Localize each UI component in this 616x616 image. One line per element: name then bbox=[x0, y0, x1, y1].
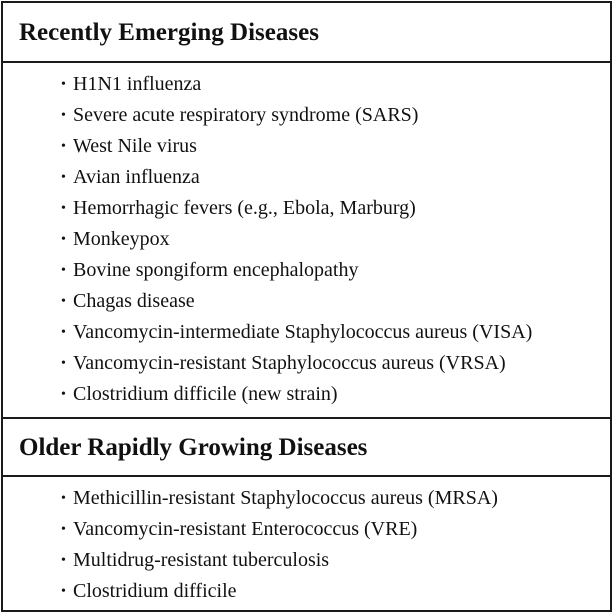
bullet-icon: • bbox=[61, 522, 66, 537]
recent-diseases-list bbox=[3, 69, 610, 410]
list-item bbox=[3, 576, 610, 607]
list-item bbox=[3, 348, 610, 379]
item-text: Hemorrhagic fevers (e.g., Ebola, Marburg) bbox=[73, 197, 416, 219]
bullet-icon: • bbox=[61, 387, 66, 402]
bullet-icon: • bbox=[61, 201, 66, 216]
item-text: Methicillin-resistant Staphylococcus aureus (MRSA) bbox=[73, 487, 498, 509]
item-text: West Nile virus bbox=[73, 135, 197, 157]
list-item bbox=[3, 69, 610, 100]
list-item bbox=[3, 224, 610, 255]
item-text: Severe acute respiratory syndrome (SARS) bbox=[73, 104, 419, 126]
list-item bbox=[3, 379, 610, 410]
bullet-icon: • bbox=[61, 263, 66, 278]
list-item bbox=[3, 545, 610, 576]
item-text: Bovine spongiform encephalopathy bbox=[73, 259, 359, 281]
section-header-recent bbox=[3, 3, 610, 63]
list-item bbox=[3, 483, 610, 514]
list-item bbox=[3, 131, 610, 162]
list-item bbox=[3, 100, 610, 131]
bullet-icon: • bbox=[61, 77, 66, 92]
section-title-older: Older Rapidly Growing Diseases bbox=[19, 433, 368, 461]
item-text: H1N1 influenza bbox=[73, 73, 202, 95]
list-item bbox=[3, 162, 610, 193]
item-text: Vancomycin-resistant Staphylococcus aureus (VRSA) bbox=[73, 352, 506, 374]
older-diseases-list bbox=[3, 483, 610, 607]
list-item bbox=[3, 286, 610, 317]
bullet-icon: • bbox=[61, 170, 66, 185]
item-text: Monkeypox bbox=[73, 228, 170, 250]
list-item bbox=[3, 514, 610, 545]
item-text: Avian influenza bbox=[73, 166, 200, 188]
list-item bbox=[3, 193, 610, 224]
section-title-recent: Recently Emerging Diseases bbox=[19, 18, 319, 46]
bullet-icon: • bbox=[61, 491, 66, 506]
section-header-older bbox=[3, 417, 610, 477]
bullet-icon: • bbox=[61, 356, 66, 371]
bullet-icon: • bbox=[61, 553, 66, 568]
bullet-icon: • bbox=[61, 232, 66, 247]
bullet-icon: • bbox=[61, 584, 66, 599]
disease-table bbox=[1, 1, 612, 612]
bullet-icon: • bbox=[61, 325, 66, 340]
bullet-icon: • bbox=[61, 294, 66, 309]
item-text: Vancomycin-resistant Enterococcus (VRE) bbox=[73, 518, 418, 540]
item-text: Vancomycin-intermediate Staphylococcus aureus (VISA) bbox=[73, 321, 533, 343]
item-text: Multidrug-resistant tuberculosis bbox=[73, 549, 330, 571]
bullet-icon: • bbox=[61, 108, 66, 123]
list-item bbox=[3, 255, 610, 286]
item-text: Clostridium difficile (new strain) bbox=[73, 383, 338, 405]
list-item bbox=[3, 317, 610, 348]
item-text: Chagas disease bbox=[73, 290, 195, 312]
item-text: Clostridium difficile bbox=[73, 580, 237, 602]
bullet-icon: • bbox=[61, 139, 66, 154]
